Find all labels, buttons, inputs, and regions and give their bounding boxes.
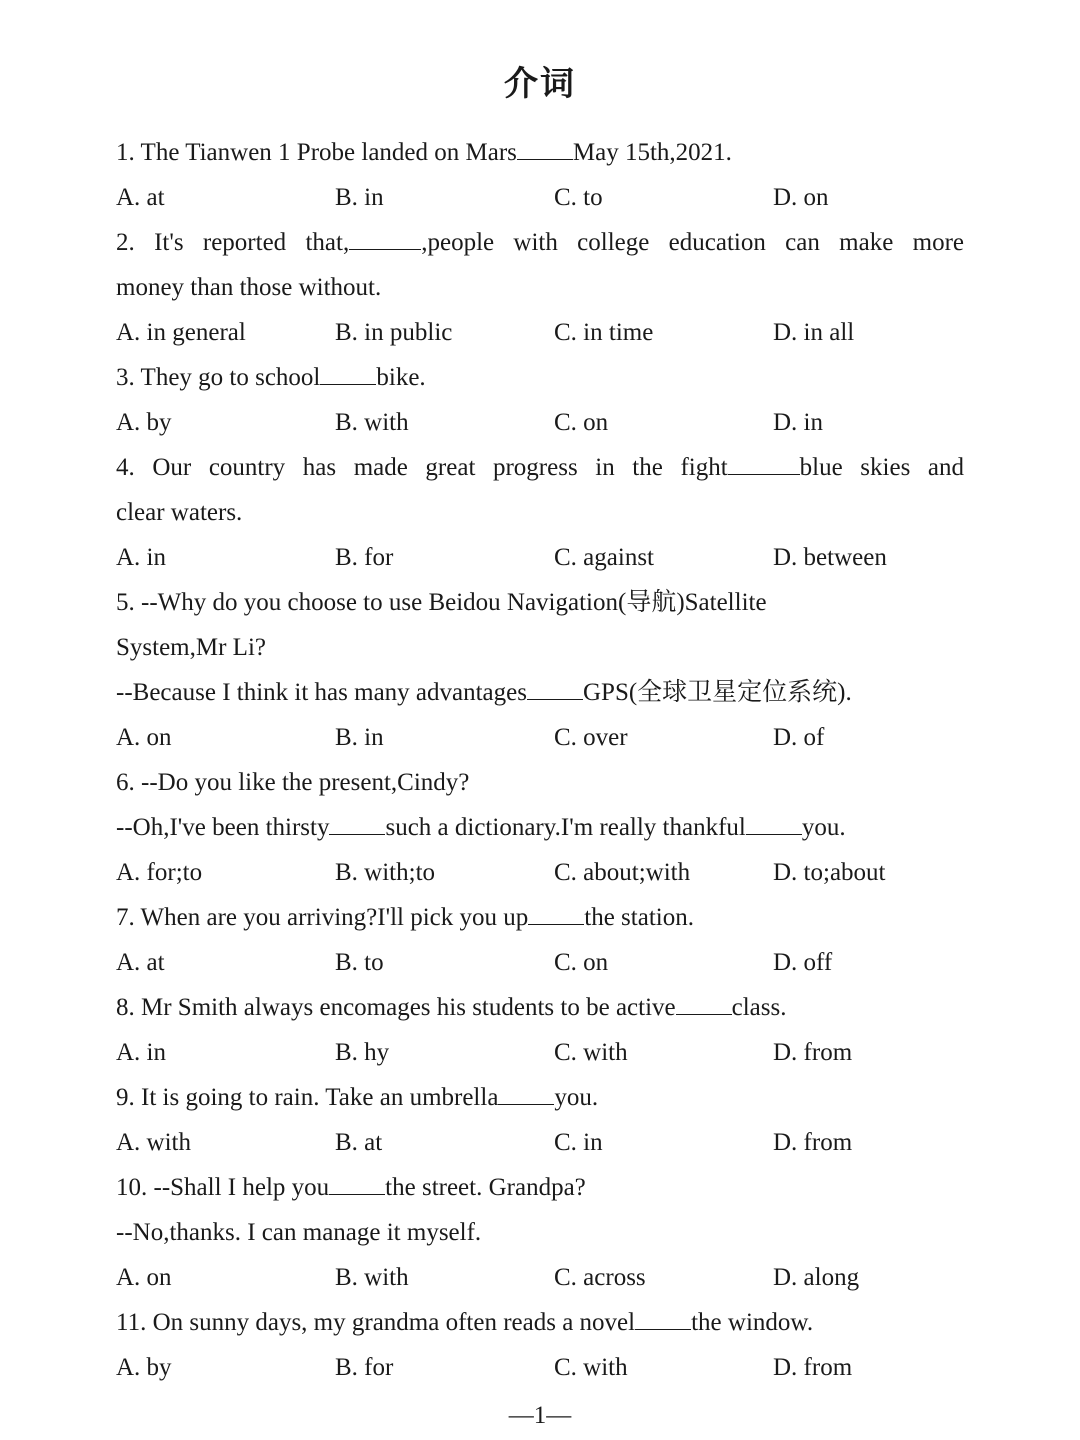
question-1 xyxy=(116,130,964,220)
option-b: B. at xyxy=(335,1129,383,1156)
option-row xyxy=(116,310,964,355)
question-7 xyxy=(116,895,964,985)
answer-blank xyxy=(329,806,385,835)
option-b: B. hy xyxy=(335,1039,390,1066)
option-row xyxy=(116,940,964,985)
question-text-part: class. xyxy=(731,994,787,1021)
question-text xyxy=(116,670,964,715)
answer-blank xyxy=(635,1301,691,1330)
question-text xyxy=(116,1165,964,1210)
question-11 xyxy=(116,1300,964,1390)
question-text-part: the window. xyxy=(691,1309,814,1336)
option-row xyxy=(116,715,964,760)
page-number: —1— xyxy=(508,1402,572,1429)
question-text-part: 11. On sunny days, my grandma often reads a novel xyxy=(116,1309,636,1336)
question-text-part: 4. Our country has made great progress in the fight xyxy=(116,454,728,481)
question-text-part: 2. It's reported that, xyxy=(116,229,350,256)
option-a: A. with xyxy=(116,1129,191,1156)
option-b: B. with;to xyxy=(335,859,436,886)
option-d: D. to;about xyxy=(773,859,886,886)
option-d: D. between xyxy=(773,544,887,571)
question-text-part: 7. When are you arriving?I'll pick you up xyxy=(116,904,529,931)
option-b: B. in xyxy=(335,724,384,751)
option-b: B. for xyxy=(335,544,394,571)
option-row xyxy=(116,400,964,445)
answer-blank xyxy=(528,896,584,925)
option-row xyxy=(116,1345,964,1390)
option-c: C. in xyxy=(554,1129,603,1156)
question-text xyxy=(116,985,964,1030)
option-c: C. on xyxy=(554,409,609,436)
question-text xyxy=(116,220,964,265)
question-text-part: blue skies and xyxy=(799,454,964,481)
question-text xyxy=(116,1300,964,1345)
question-text-part: 9. It is going to rain. Take an umbrella xyxy=(116,1084,499,1111)
option-b: B. in xyxy=(335,184,384,211)
option-b: B. for xyxy=(335,1354,394,1381)
option-d: D. in all xyxy=(773,319,855,346)
question-text xyxy=(116,580,964,625)
option-a: A. at xyxy=(116,184,165,211)
question-text-part: May 15th,2021. xyxy=(572,139,732,166)
question-text-part: money than those without. xyxy=(116,274,382,301)
question-text-part: the street. Grandpa? xyxy=(385,1174,586,1201)
question-text-part: such a dictionary.I'm really thankful xyxy=(385,814,746,841)
question-text-part: 5. --Why do you choose to use Beidou Navigation(导航)Satellite xyxy=(116,589,767,616)
question-text-part: you. xyxy=(801,814,846,841)
question-text-part: 8. Mr Smith always encomages his students to be active xyxy=(116,994,676,1021)
option-row xyxy=(116,535,964,580)
answer-blank xyxy=(517,131,573,160)
option-b: B. with xyxy=(335,409,409,436)
question-text-part: --Because I think it has many advantages xyxy=(116,679,527,706)
answer-blank xyxy=(329,1166,385,1195)
question-text-part: 3. They go to school xyxy=(116,364,321,391)
option-d: D. from xyxy=(773,1354,853,1381)
question-text xyxy=(116,805,964,850)
option-d: D. of xyxy=(773,724,825,751)
question-text xyxy=(116,490,964,535)
option-row xyxy=(116,850,964,895)
page-title: 介词 xyxy=(504,64,576,104)
option-row xyxy=(116,1030,964,1075)
option-a: A. in general xyxy=(116,319,246,346)
question-text xyxy=(116,1210,964,1255)
question-5 xyxy=(116,580,964,760)
option-c: C. against xyxy=(554,544,654,571)
question-text-part: 10. --Shall I help you xyxy=(116,1174,330,1201)
answer-blank xyxy=(320,356,376,385)
question-text xyxy=(116,130,964,175)
question-text xyxy=(116,895,964,940)
question-text-part: GPS(全球卫星定位系统). xyxy=(582,679,852,706)
option-a: A. by xyxy=(116,1354,172,1381)
question-text xyxy=(116,445,964,490)
option-a: A. on xyxy=(116,724,172,751)
option-c: C. over xyxy=(554,724,628,751)
question-text-part: bike. xyxy=(376,364,426,391)
question-text-part: --Oh,I've been thirsty xyxy=(116,814,330,841)
question-text-part: 1. The Tianwen 1 Probe landed on Mars xyxy=(116,139,517,166)
question-text-part: you. xyxy=(554,1084,599,1111)
question-list xyxy=(116,130,964,1390)
question-9 xyxy=(116,1075,964,1165)
option-c: C. to xyxy=(554,184,603,211)
option-row xyxy=(116,1255,964,1300)
option-d: D. from xyxy=(773,1039,853,1066)
option-d: D. off xyxy=(773,949,833,976)
answer-blank xyxy=(746,806,802,835)
question-3 xyxy=(116,355,964,445)
option-a: A. in xyxy=(116,544,166,571)
question-10 xyxy=(116,1165,964,1300)
option-d: D. in xyxy=(773,409,823,436)
option-a: A. for;to xyxy=(116,859,203,886)
question-text xyxy=(116,760,964,805)
question-2 xyxy=(116,220,964,355)
question-8 xyxy=(116,985,964,1075)
answer-blank xyxy=(527,671,583,700)
question-text-part: --No,thanks. I can manage it myself. xyxy=(116,1219,482,1246)
question-6 xyxy=(116,760,964,895)
question-4 xyxy=(116,445,964,580)
option-a: A. in xyxy=(116,1039,166,1066)
option-d: D. along xyxy=(773,1264,860,1291)
question-text-part: clear waters. xyxy=(116,499,243,526)
option-c: C. across xyxy=(554,1264,646,1291)
option-c: C. with xyxy=(554,1039,628,1066)
question-text-part: 6. --Do you like the present,Cindy? xyxy=(116,769,470,796)
question-text-part: ,people with college education can make more xyxy=(421,229,964,256)
option-c: C. on xyxy=(554,949,609,976)
question-text xyxy=(116,355,964,400)
question-text-part: System,Mr Li? xyxy=(116,634,266,661)
question-text xyxy=(116,265,964,310)
option-a: A. at xyxy=(116,949,165,976)
answer-blank xyxy=(728,446,800,475)
answer-blank xyxy=(349,221,421,250)
option-row xyxy=(116,1120,964,1165)
option-d: D. on xyxy=(773,184,829,211)
option-b: B. to xyxy=(335,949,384,976)
answer-blank xyxy=(498,1076,554,1105)
option-c: C. in time xyxy=(554,319,654,346)
option-c: C. with xyxy=(554,1354,628,1381)
option-a: A. on xyxy=(116,1264,172,1291)
option-a: A. by xyxy=(116,409,172,436)
option-b: B. with xyxy=(335,1264,409,1291)
option-b: B. in public xyxy=(335,319,453,346)
question-text xyxy=(116,625,964,670)
question-text-part: the station. xyxy=(584,904,694,931)
option-row xyxy=(116,175,964,220)
option-d: D. from xyxy=(773,1129,853,1156)
question-text xyxy=(116,1075,964,1120)
option-c: C. about;with xyxy=(554,859,691,886)
answer-blank xyxy=(676,986,732,1015)
